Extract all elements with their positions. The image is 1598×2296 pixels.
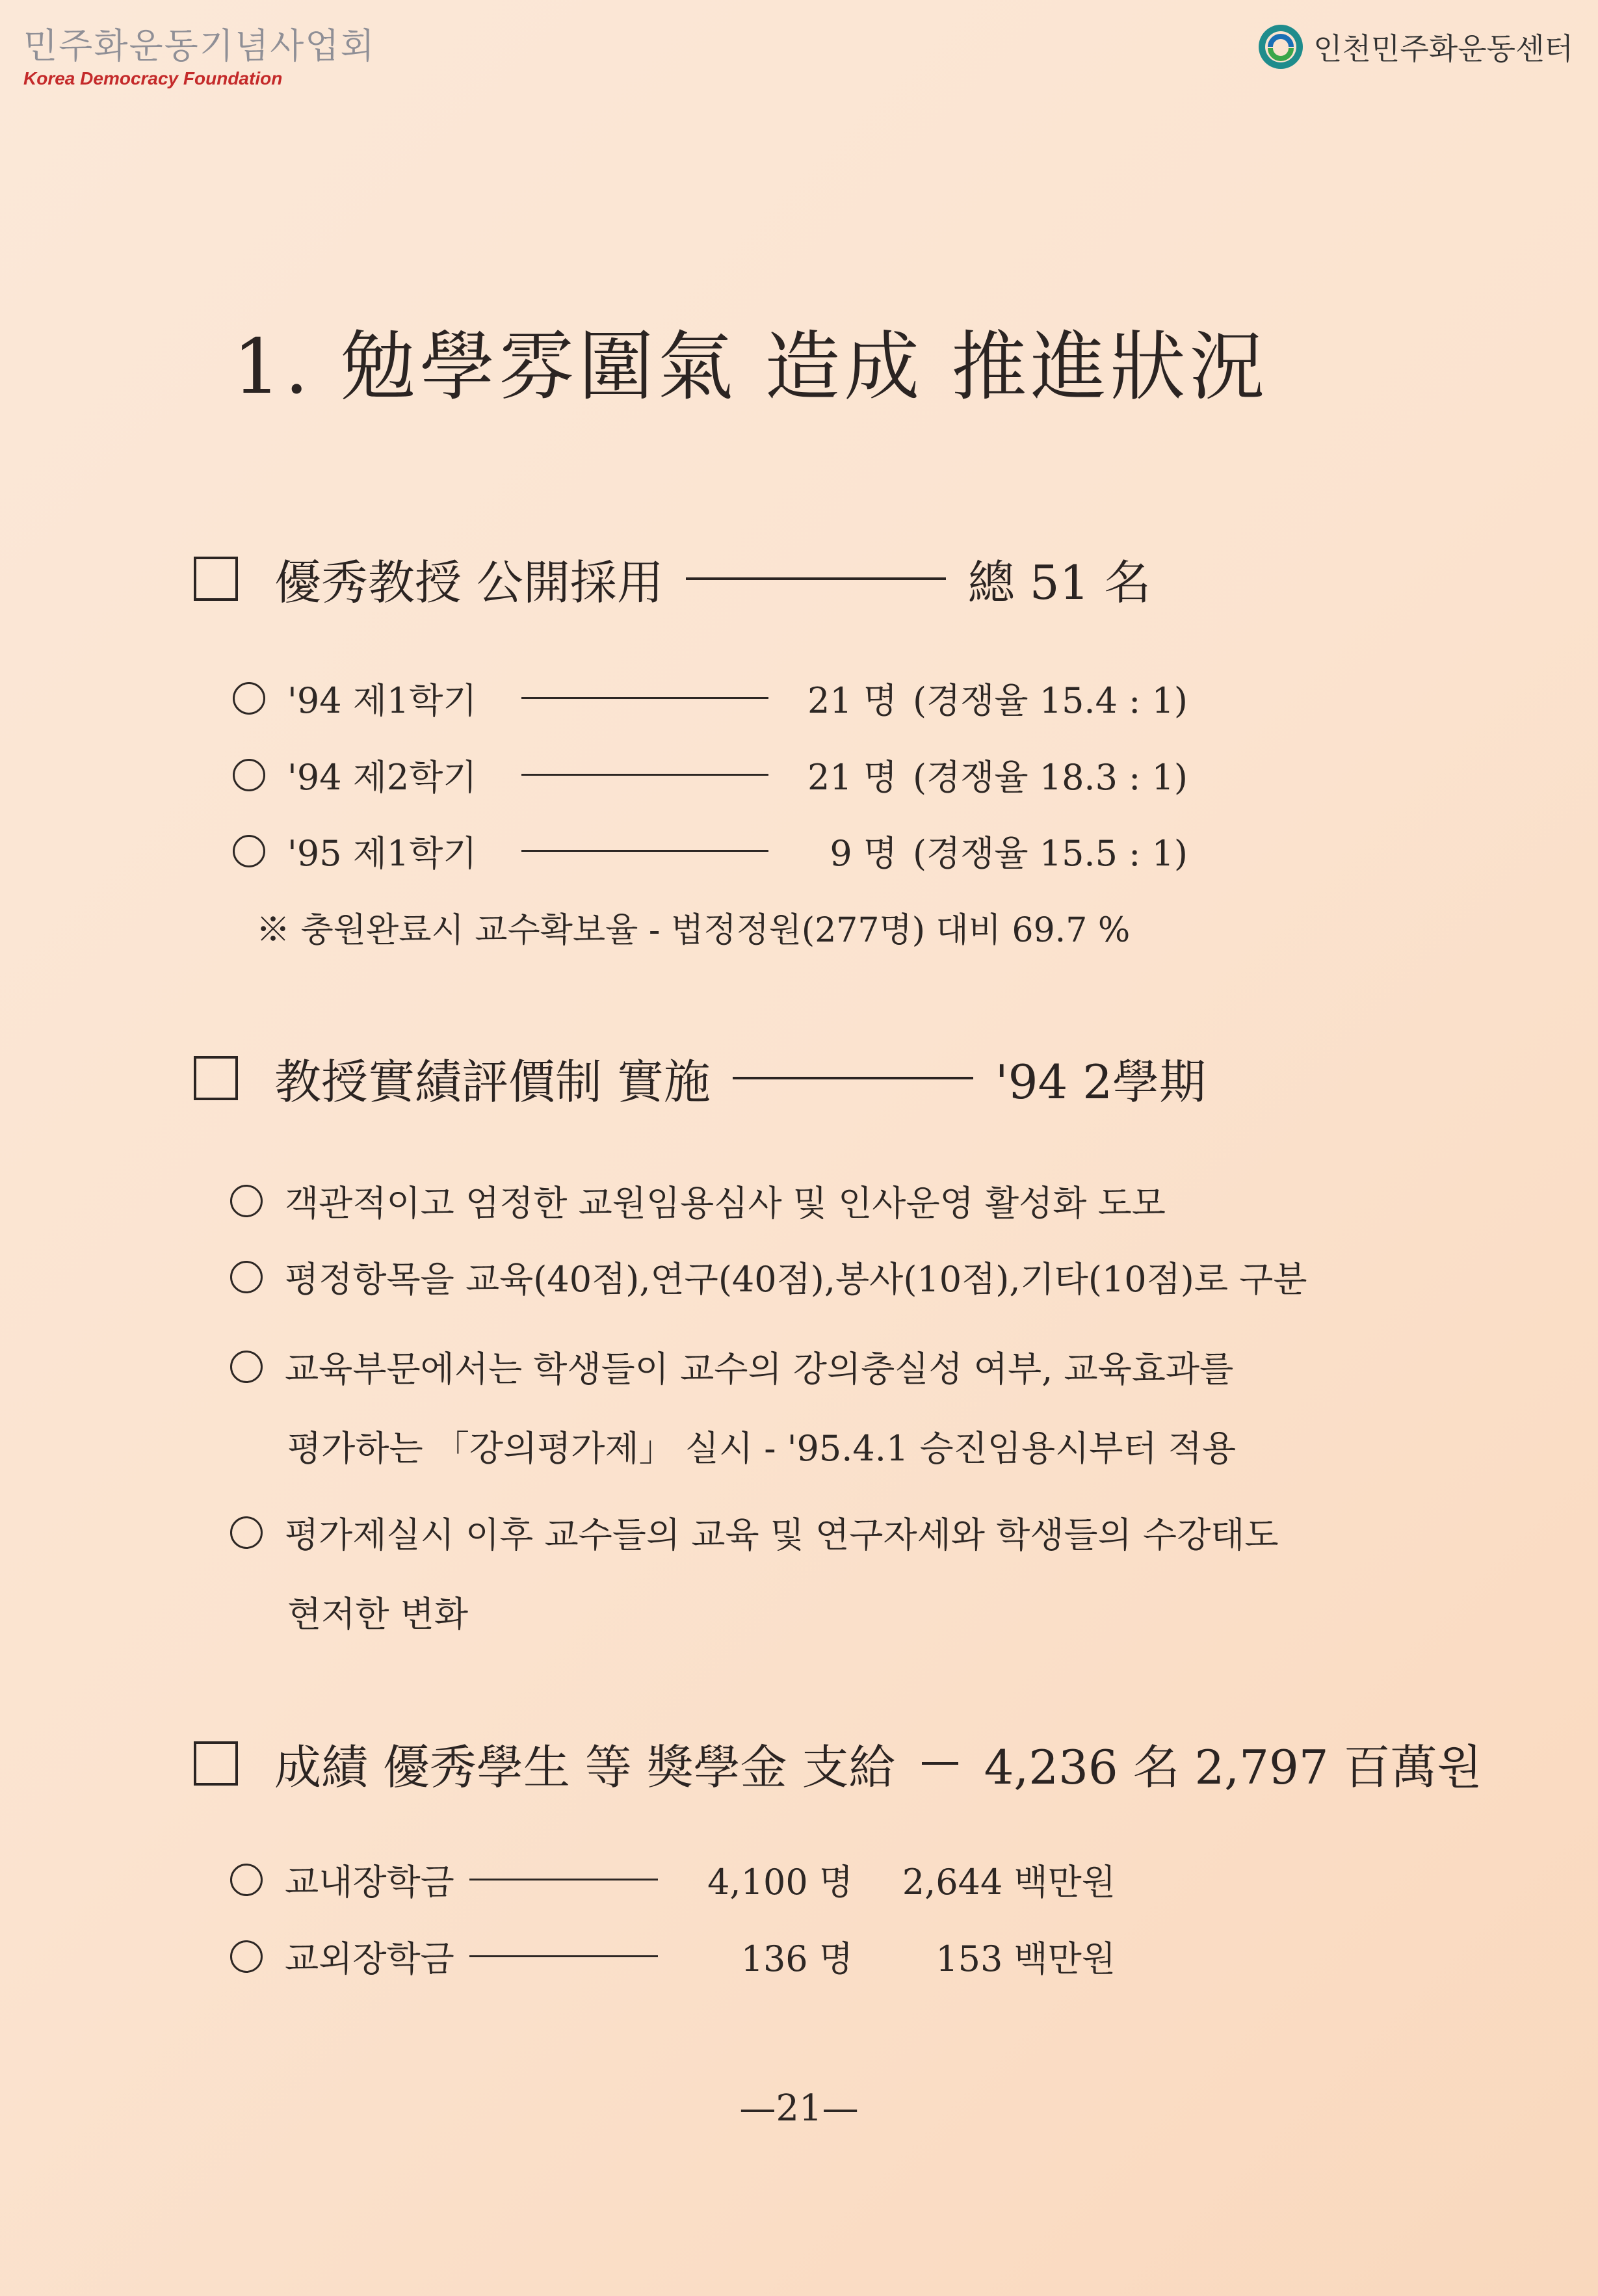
header-left	[23, 25, 376, 90]
list-item	[230, 1931, 1116, 1981]
list-item	[230, 1507, 1279, 1557]
page-number: —21—	[739, 2087, 859, 2130]
section2-date: '94 2學期	[995, 1055, 1206, 1109]
circle-bullet-icon	[230, 1351, 263, 1383]
list-item	[233, 673, 1188, 723]
circle-bullet-icon	[230, 1940, 263, 1973]
ratio: (경쟁율 15.4 : 1)	[913, 680, 1188, 721]
circle-bullet-icon	[230, 1261, 263, 1293]
archive-name: 인천민주화운동센터	[1313, 31, 1573, 66]
section1-heading	[194, 545, 1151, 613]
term: '94 제2학기	[287, 757, 477, 798]
section2-title: 教授實績評價制 實施	[274, 1055, 711, 1109]
dash-line	[469, 1879, 658, 1880]
list-item	[230, 1854, 1116, 1905]
item-continuation: 현저한 변화	[287, 1594, 468, 1635]
section1-total: 總 51 名	[967, 555, 1151, 610]
ratio: (경쟁율 15.5 : 1)	[913, 833, 1188, 874]
term: '94 제1학기	[287, 680, 477, 721]
note: ※ 충원완료시 교수확보율 - 법정정원(277명) 대비 69.7 %	[256, 911, 1131, 950]
term: '95 제1학기	[287, 833, 477, 874]
dash-line	[686, 577, 946, 580]
section3-title: 成績 優秀學生 等 獎學金 支給	[274, 1740, 896, 1795]
ratio: (경쟁율 18.3 : 1)	[913, 757, 1188, 798]
checkbox-square-icon	[194, 1741, 238, 1786]
list-item	[230, 1176, 1166, 1226]
count: 21 명	[807, 680, 897, 721]
checkbox-square-icon	[194, 557, 238, 601]
scholarship-count: 4,100 명	[707, 1862, 853, 1903]
dash-line	[521, 697, 768, 699]
header-right	[1256, 22, 1573, 72]
list-item	[233, 826, 1188, 876]
list-item	[230, 1341, 1233, 1392]
circle-bullet-icon	[230, 1516, 263, 1549]
circle-bullet-icon	[233, 835, 265, 867]
list-item	[233, 750, 1188, 800]
dash-line	[469, 1955, 658, 1957]
scholarship-label: 교내장학금	[285, 1862, 454, 1903]
circle-bullet-icon	[233, 682, 265, 715]
item-text: 교육부문에서는 학생들이 교수의 강의충실성 여부, 교육효과를	[285, 1349, 1234, 1390]
scholarship-label: 교외장학금	[285, 1938, 454, 1979]
scholarship-amount: 2,644 백만원	[902, 1862, 1116, 1903]
count: 9 명	[830, 833, 897, 874]
scholarship-count: 136 명	[740, 1938, 853, 1979]
section3-heading	[194, 1730, 1482, 1797]
item-text: 평정항목을 교육(40점),연구(40점),봉사(10점),기타(10점)로 구분	[285, 1259, 1307, 1300]
dash-line	[922, 1762, 958, 1765]
dash-line	[521, 774, 768, 776]
item-text: 객관적이고 엄정한 교원임용심사 및 인사운영 활성화 도모	[285, 1183, 1166, 1224]
circle-bullet-icon	[233, 759, 265, 791]
org-name-kr: 민주화운동기념사업회	[23, 25, 376, 66]
circle-bullet-icon	[230, 1185, 263, 1217]
dash-line	[733, 1077, 973, 1079]
count: 21 명	[807, 757, 897, 798]
item-continuation: 평가하는 「강의평가제」 실시 - '95.4.1 승진임용시부터 적용	[287, 1428, 1237, 1469]
checkbox-square-icon	[194, 1056, 238, 1100]
archive-logo-icon	[1256, 22, 1305, 72]
item-text: 평가제실시 이후 교수들의 교육 및 연구자세와 학생들의 수강태도	[285, 1514, 1279, 1555]
section3-summary: 4,236 名 2,797 百萬원	[984, 1740, 1483, 1795]
list-item	[230, 1252, 1307, 1302]
circle-bullet-icon	[230, 1864, 263, 1896]
page-title: 1. 勉學雰圍氣 造成 推進狀況	[233, 323, 1269, 411]
org-name-en: Korea Democracy Foundation	[23, 68, 283, 88]
section2-heading	[194, 1044, 1206, 1112]
dash-line	[521, 850, 768, 852]
scholarship-amount: 153 백만원	[936, 1938, 1116, 1979]
section1-title: 優秀教授 公開採用	[274, 555, 664, 610]
